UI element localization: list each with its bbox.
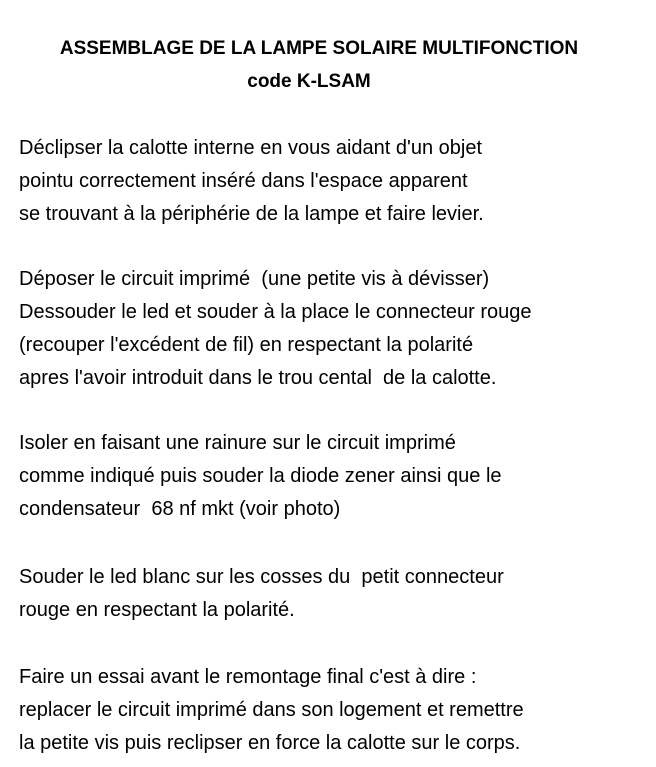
paragraph-final-test xyxy=(19,661,649,760)
paragraph-line: se trouvant à la périphérie de la lampe et faire levier. xyxy=(19,203,484,225)
paragraph-line: Souder le led blanc sur les cosses du petit connecteur xyxy=(19,566,504,588)
paragraph-line: Déposer le circuit imprimé (une petite vis à dévisser) xyxy=(19,268,490,290)
paragraph-line: Isoler en faisant une rainure sur le circuit imprimé xyxy=(19,432,456,454)
paragraph-line: Déclipser la calotte interne en vous aidant d'un objet xyxy=(19,137,482,159)
paragraph-line: apres l'avoir introduit dans le trou cental de la calotte. xyxy=(19,367,497,389)
paragraph-line: Dessouder le led et souder à la place le connecteur rouge xyxy=(19,301,532,323)
paragraph-solder-led xyxy=(19,561,649,627)
paragraph-line: pointu correctement inséré dans l'espace apparent xyxy=(19,170,468,192)
paragraph-line: Faire un essai avant le remontage final c'est à dire : xyxy=(19,666,477,688)
paragraph-line: comme indiqué puis souder la diode zener ainsi que le xyxy=(19,465,502,487)
paragraph-line: rouge en respectant la polarité. xyxy=(19,599,295,621)
paragraph-line: condensateur 68 nf mkt (voir photo) xyxy=(19,498,341,520)
document-code: code K-LSAM xyxy=(247,71,371,92)
document-title: ASSEMBLAGE DE LA LAMPE SOLAIRE MULTIFONCTION xyxy=(59,38,579,59)
paragraph-line: la petite vis puis reclipser en force la calotte sur le corps. xyxy=(19,732,521,754)
paragraph-line: (recouper l'excédent de fil) en respectant la polarité xyxy=(19,334,474,356)
paragraph-isolate-circuit xyxy=(19,427,649,526)
paragraph-line: replacer le circuit imprimé dans son logement et remettre xyxy=(19,699,524,721)
paragraph-unclip-cap xyxy=(19,132,649,231)
paragraph-remove-circuit xyxy=(19,263,649,395)
